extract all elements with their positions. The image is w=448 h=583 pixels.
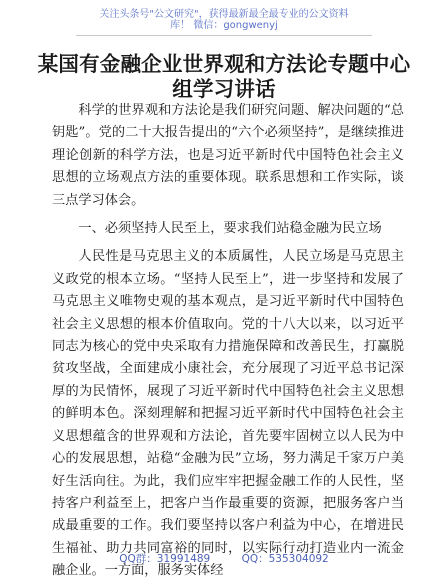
footer-qq: QQ：535304092 xyxy=(241,553,329,565)
intro-paragraph: 科学的世界观和方法论是我们研究问题、解决问题的“总钥匙”。党的二十大报告提出的“六个必须坚持”，是继续推进理论创新的科学方法，也是习近平新时代中国特色社会主义思想的立场观点方法的重要体现。联系思想和工作实际，谈三点学习体会。 xyxy=(52,103,404,208)
section-heading: 一、必须坚持人民至上，要求我们站稳金融为民立场 xyxy=(78,221,382,237)
document-title: 某国有金融企业世界观和方法论专题中心组学习讲话 xyxy=(37,52,411,101)
page-header xyxy=(0,0,448,42)
header-promo-text: 关注头条号"公文研究"，获得最新最全最专业的公文资料库！ 微信：gongwenyj xyxy=(99,9,349,31)
header-divider xyxy=(76,35,372,36)
footer-qq-group: QQ群：31991489 xyxy=(119,553,211,565)
page-footer xyxy=(0,551,448,566)
body-paragraph: 人民性是马克思主义的本质属性，人民立场是马克思主义政党的根本立场。“坚持人民至上”，进一步坚持和发展了马克思主义唯物史观的基本观点，是习近平新时代中国特色社会主义思想的根本价值取向。党的十八大以来，以习近平同志为核心的党中央采取有力措施保障和改善民生，打赢脱贫攻坚战，全面建成小康社会，充分展现了习近平总书记深厚的为民情怀，展现了习近平新时代中国特色社会主义思想的鲜明本色。深刻理解和把握习近平新时代中国特色社会主义思想蕴含的世界观和方法论，首先要牢固树立以人民为中心的发展思想，站稳“金融为民”立场，努力满足千家万户美好生活向往。为此，我们应牢牢把握金融工作的人民性，坚持客户利益至上，把客户当作最重要的资源，把服务客户当成最重要的工作。我们要坚持以客户利益为中心，在增进民生福祉、助力共同富裕的同时，以实际行动打造业内一流金融企业。一方面，服务实体经 xyxy=(52,249,404,579)
document-body xyxy=(52,100,404,583)
